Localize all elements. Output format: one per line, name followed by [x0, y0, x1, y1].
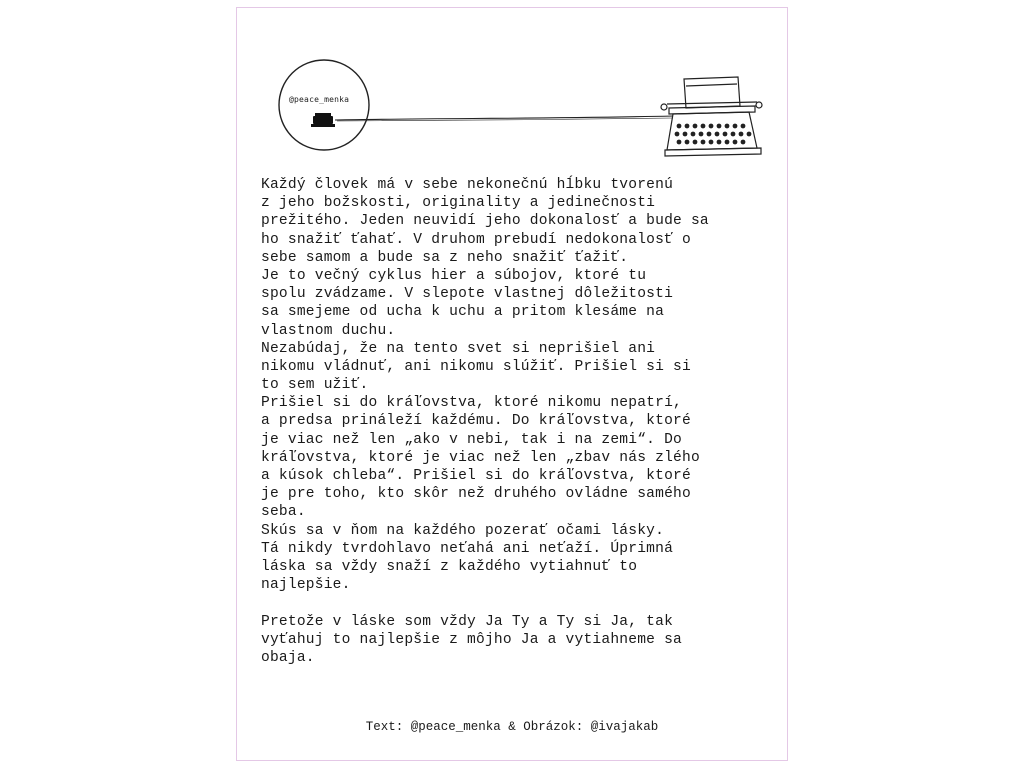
credit-line: Text: @peace_menka & Obrázok: @ivajakab	[365, 720, 659, 734]
poem-card	[236, 7, 788, 761]
poem-line: a kúsok chleba“. Prišiel si do kráľovstva, ktoré	[261, 468, 691, 484]
poem-text	[261, 176, 781, 667]
logo-handle: @peace_menka	[289, 95, 350, 104]
poem-line: ho snažiť ťahať. V druhom prebudí nedokonalosť o	[261, 231, 691, 248]
poem-line: Prišiel si do kráľovstva, ktoré nikomu nepatrí,	[261, 395, 683, 412]
poem-line: sebe samom a bude sa z neho snažiť ťažiť.	[261, 249, 629, 266]
poem-line: je viac než len „ako v nebi, tak i na zemi“. Do	[261, 431, 683, 448]
poem-line: najlepšie.	[261, 577, 351, 594]
poem-line: seba.	[261, 504, 306, 521]
logo-badge	[279, 60, 369, 150]
connector-line	[335, 116, 673, 120]
poem-line: je pre toho, kto skôr než druhého ovládne samého	[261, 486, 691, 503]
poem-line: Je to večný cyklus hier a súbojov, ktoré tu	[261, 267, 647, 284]
typewriter-icon	[311, 113, 335, 127]
poem-line: to sem užiť.	[261, 377, 369, 394]
poem-line: sa smejeme od ucha k uchu a pritom klesáme na	[261, 304, 665, 321]
poem-line: láska sa vždy snaží z každého vytiahnuť to	[261, 558, 638, 575]
poem-line: obaja.	[261, 649, 315, 666]
poem-line: Každý človek má v sebe nekonečnú hĺbku tvorenú	[261, 177, 674, 193]
poem-line: nikomu vládnuť, ani nikomu slúžiť. Prišiel si si	[261, 358, 691, 375]
poem-line: prežitého. Jeden neuvidí jeho dokonalosť a bude sa	[261, 213, 709, 230]
poem-line: Skús sa v ňom na každého pozerať očami lásky.	[261, 522, 665, 539]
poem-line: z jeho božskosti, originality a jedinečnosti	[261, 195, 656, 212]
poem-line: Nezabúdaj, že na tento svet si neprišiel ani	[261, 340, 656, 357]
poem-line: kráľovstva, ktoré je viac než len „zbav nás zlého	[261, 449, 700, 466]
poem-line: Pretože v láske som vždy Ja Ty a Ty si Ja, tak	[261, 613, 674, 630]
poem-line	[261, 594, 781, 612]
poem-line: a predsa prináleží každému. Do kráľovstva, ktoré	[261, 413, 691, 430]
poem-line: vlastnom duchu.	[261, 322, 396, 339]
poem-line: Tá nikdy tvrdohlavo neťahá ani neťaží. Úprimná	[261, 540, 674, 557]
header-illustration	[237, 8, 789, 168]
poem-line: spolu zvádzame. V slepote vlastnej dôležitosti	[261, 286, 674, 303]
typewriter-illustration	[661, 77, 762, 156]
poem-line: vyťahuj to najlepšie z môjho Ja a vytiahneme sa	[261, 631, 683, 648]
